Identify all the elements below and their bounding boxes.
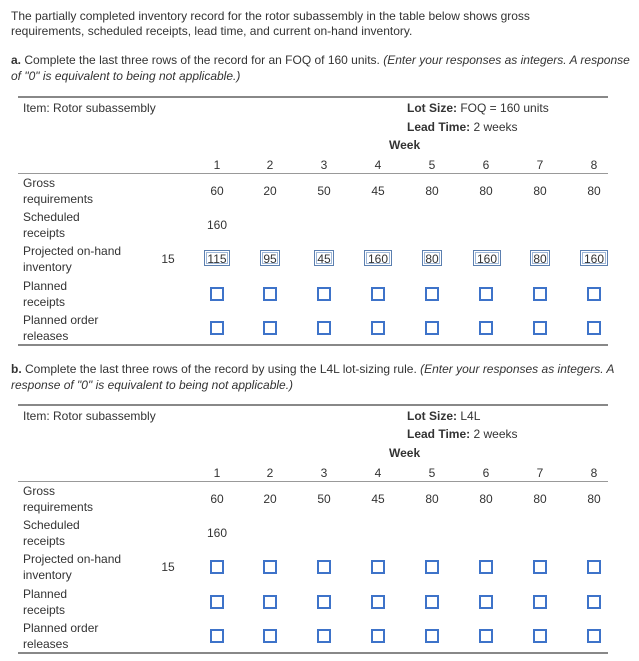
- gross-value: 60: [210, 492, 224, 506]
- table-b-header-rule: [18, 481, 608, 482]
- row-label-gross: Gross requirements: [23, 176, 94, 206]
- table-b-week-label: Week: [389, 446, 421, 460]
- planned-order-releases-input[interactable]: [210, 629, 224, 643]
- week-header: 3: [320, 158, 328, 172]
- planned-order-releases-input[interactable]: [587, 629, 601, 643]
- row-label-scheduled: Scheduled receipts: [23, 210, 80, 240]
- planned-receipts-input[interactable]: [479, 595, 493, 609]
- row-label-planned-releases: Planned order releases: [23, 621, 99, 651]
- projected-on-hand-input[interactable]: [263, 560, 277, 574]
- planned-receipts-input[interactable]: [425, 595, 439, 609]
- table-b-lead-time: [407, 427, 518, 441]
- projected-on-hand-answer[interactable]: 80: [530, 250, 550, 266]
- planned-receipts-input[interactable]: [371, 287, 385, 301]
- lead-time-value: 2 weeks: [473, 120, 518, 134]
- week-header: 8: [590, 158, 598, 172]
- week-header: 7: [536, 466, 544, 480]
- part-b-hint: (Enter your responses as integers. A response of "0" is equivalent to being not applicable.): [11, 362, 614, 392]
- week-header: 8: [590, 466, 598, 480]
- planned-order-releases-input[interactable]: [317, 321, 331, 335]
- planned-receipts-input[interactable]: [317, 595, 331, 609]
- gross-value: 80: [479, 184, 493, 198]
- lot-size-value: FOQ = 160 units: [460, 101, 549, 115]
- projected-on-hand-input[interactable]: [371, 560, 385, 574]
- week-header: 6: [482, 158, 490, 172]
- table-b-lot-size: [407, 409, 480, 423]
- week-header: 2: [266, 158, 274, 172]
- row-label-projected: Projected on-hand inventory: [23, 552, 122, 582]
- lot-size-label: Lot Size:: [407, 409, 457, 423]
- item-value: Rotor subassembly: [53, 409, 156, 423]
- projected-on-hand-answer[interactable]: 115: [204, 250, 230, 266]
- row-label-planned-receipts: Planned receipts: [23, 279, 68, 309]
- intro-text: The partially completed inventory record for the rotor subassembly in the table below shows gross requirements, scheduled receipts, lead time, and current on-hand inventory.: [11, 9, 530, 38]
- week-header: 2: [266, 466, 274, 480]
- gross-value: 80: [587, 184, 601, 198]
- planned-order-releases-input[interactable]: [587, 321, 601, 335]
- initial-on-hand: 15: [161, 252, 175, 266]
- planned-receipts-input[interactable]: [263, 595, 277, 609]
- part-a-prompt: [11, 52, 631, 84]
- item-label: Item:: [23, 409, 50, 423]
- row-label-scheduled: Scheduled receipts: [23, 518, 80, 548]
- gross-value: 45: [371, 184, 385, 198]
- gross-value: 80: [533, 184, 547, 198]
- planned-order-releases-input[interactable]: [479, 321, 493, 335]
- week-header: 4: [374, 466, 382, 480]
- projected-on-hand-answer[interactable]: 160: [580, 250, 608, 266]
- planned-order-releases-input[interactable]: [263, 321, 277, 335]
- planned-order-releases-input[interactable]: [210, 321, 224, 335]
- projected-on-hand-answer[interactable]: 95: [260, 250, 280, 266]
- planned-receipts-input[interactable]: [317, 287, 331, 301]
- projected-on-hand-answer[interactable]: 160: [473, 250, 501, 266]
- projected-on-hand-input[interactable]: [425, 560, 439, 574]
- gross-value: 50: [317, 492, 331, 506]
- table-a-top-rule: [18, 96, 608, 98]
- gross-value: 80: [479, 492, 493, 506]
- week-header: 5: [428, 466, 436, 480]
- projected-on-hand-answer[interactable]: 160: [364, 250, 392, 266]
- planned-receipts-input[interactable]: [587, 595, 601, 609]
- planned-order-releases-input[interactable]: [371, 629, 385, 643]
- planned-order-releases-input[interactable]: [371, 321, 385, 335]
- projected-on-hand-answer[interactable]: 80: [422, 250, 442, 266]
- planned-order-releases-input[interactable]: [533, 629, 547, 643]
- lot-size-value: L4L: [460, 409, 481, 423]
- gross-value: 20: [263, 184, 277, 198]
- gross-value: 20: [263, 492, 277, 506]
- planned-receipts-input[interactable]: [210, 287, 224, 301]
- table-a-header-rule: [18, 173, 608, 174]
- table-a-lot-size: [407, 101, 549, 115]
- gross-value: 80: [425, 184, 439, 198]
- row-label-planned-releases: Planned order releases: [23, 313, 99, 343]
- planned-receipts-input[interactable]: [210, 595, 224, 609]
- week-header: 7: [536, 158, 544, 172]
- planned-receipts-input[interactable]: [425, 287, 439, 301]
- week-header: 5: [428, 158, 436, 172]
- planned-order-releases-input[interactable]: [425, 629, 439, 643]
- lot-size-label: Lot Size:: [407, 101, 457, 115]
- initial-on-hand: 15: [161, 560, 175, 574]
- week-header: 1: [213, 466, 221, 480]
- part-a-letter: a.: [11, 53, 22, 67]
- gross-value: 50: [317, 184, 331, 198]
- gross-value: 60: [210, 184, 224, 198]
- planned-receipts-input[interactable]: [587, 287, 601, 301]
- scheduled-receipt-value: 160: [206, 526, 228, 540]
- row-label-projected: Projected on-hand inventory: [23, 244, 122, 274]
- planned-receipts-input[interactable]: [371, 595, 385, 609]
- table-a-item: [23, 101, 156, 115]
- week-header: 4: [374, 158, 382, 172]
- planned-receipts-input[interactable]: [533, 595, 547, 609]
- item-label: Item:: [23, 101, 50, 115]
- planned-order-releases-input[interactable]: [317, 629, 331, 643]
- planned-order-releases-input[interactable]: [425, 321, 439, 335]
- gross-value: 80: [587, 492, 601, 506]
- planned-order-releases-input[interactable]: [263, 629, 277, 643]
- table-a-lead-time: [407, 120, 518, 134]
- lead-time-label: Lead Time:: [407, 120, 471, 134]
- planned-receipts-input[interactable]: [263, 287, 277, 301]
- planned-order-releases-input[interactable]: [533, 321, 547, 335]
- part-a-text: Complete the last three rows of the record for an FOQ of 160 units.: [24, 53, 380, 67]
- week-header: 6: [482, 466, 490, 480]
- part-b-letter: b.: [11, 362, 22, 376]
- table-a-bottom-rule: [18, 344, 608, 346]
- planned-receipts-input[interactable]: [479, 287, 493, 301]
- projected-on-hand-answer[interactable]: 45: [314, 250, 334, 266]
- scheduled-receipt-value: 160: [206, 218, 228, 232]
- lead-time-value: 2 weeks: [473, 427, 518, 441]
- row-label-planned-receipts: Planned receipts: [23, 587, 68, 617]
- item-value: Rotor subassembly: [53, 101, 156, 115]
- part-b-prompt: [11, 361, 631, 393]
- projected-on-hand-input[interactable]: [587, 560, 601, 574]
- table-b-item: [23, 409, 156, 423]
- table-b-bottom-rule: [18, 652, 608, 654]
- week-header: 1: [213, 158, 221, 172]
- part-a-hint: (Enter your responses as integers. A response of "0" is equivalent to being not applicable.): [11, 53, 630, 83]
- projected-on-hand-input[interactable]: [479, 560, 493, 574]
- gross-value: 45: [371, 492, 385, 506]
- gross-value: 80: [425, 492, 439, 506]
- planned-receipts-input[interactable]: [533, 287, 547, 301]
- week-header: 3: [320, 466, 328, 480]
- projected-on-hand-input[interactable]: [210, 560, 224, 574]
- gross-value: 80: [533, 492, 547, 506]
- planned-order-releases-input[interactable]: [479, 629, 493, 643]
- projected-on-hand-input[interactable]: [533, 560, 547, 574]
- table-a-week-label: Week: [389, 138, 421, 152]
- lead-time-label: Lead Time:: [407, 427, 471, 441]
- table-b-top-rule: [18, 404, 608, 406]
- row-label-gross: Gross requirements: [23, 484, 94, 514]
- part-b-text: Complete the last three rows of the record by using the L4L lot-sizing rule.: [25, 362, 417, 376]
- projected-on-hand-input[interactable]: [317, 560, 331, 574]
